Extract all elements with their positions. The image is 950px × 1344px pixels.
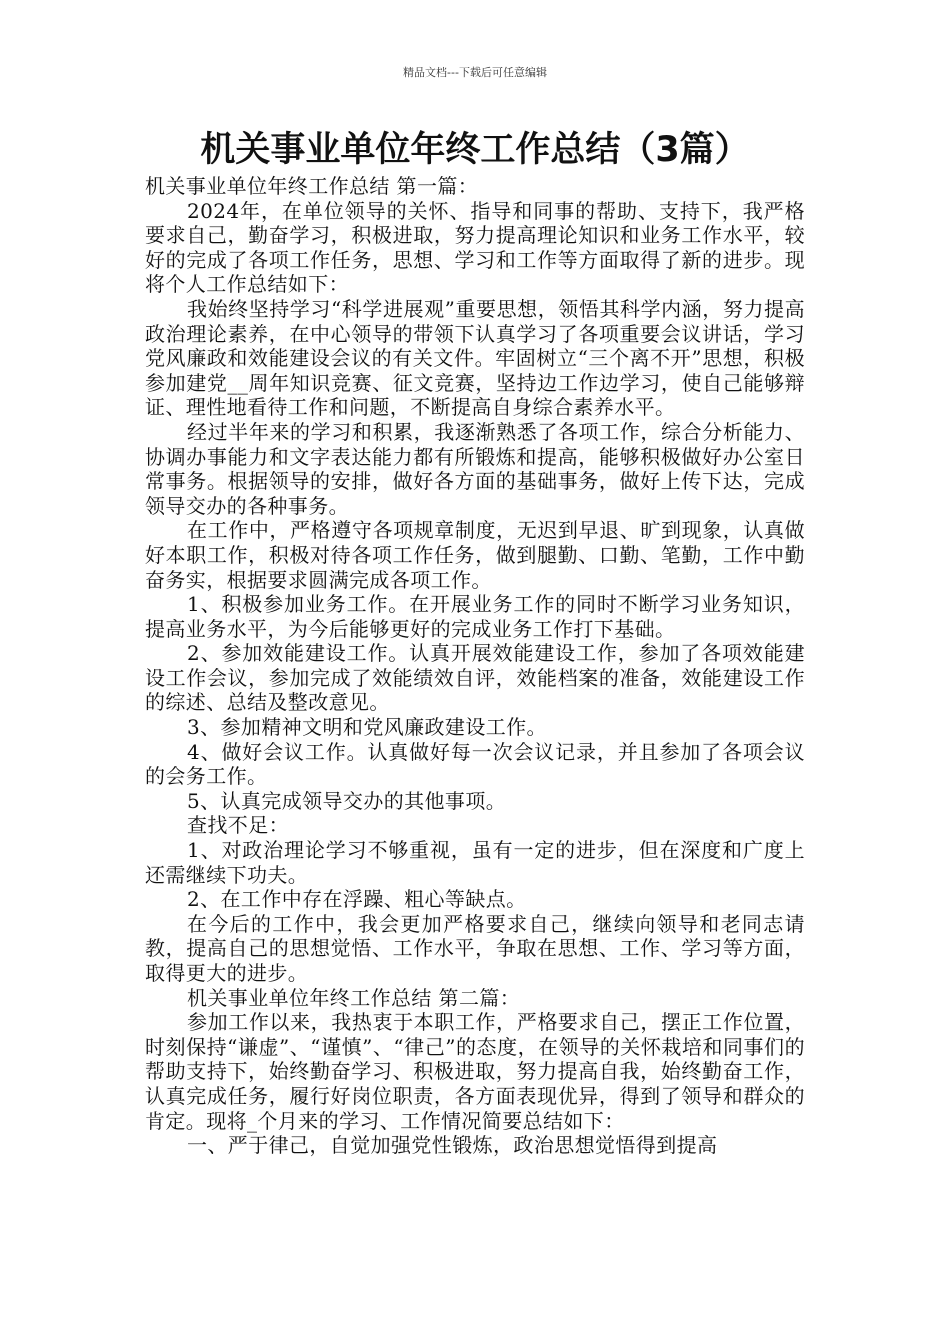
paragraph: 在今后的工作中，我会更加严格要求自己，继续向领导和老同志请教，提高自己的思想觉悟、工作水平，争取在思想、工作、学习等方面，取得更大的进步。 [145, 911, 805, 985]
list-item: 1、对政治理论学习不够重视，虽有一定的进步，但在深度和广度上还需继续下功夫。 [145, 838, 805, 887]
paragraph: 在工作中，严格遵守各项规章制度，无迟到早退、旷到现象，认真做好本职工作，积极对待各项工作任务，做到腿勤、口勤、笔勤，工作中勤奋务实，根据要求圆满完成各项工作。 [145, 518, 805, 592]
document-body [145, 174, 805, 1158]
paragraph: 参加工作以来，我热衷于本职工作，严格要求自己，摆正工作位置，时刻保持“谦虚”、“谨慎”、“律己”的态度，在领导的关怀栽培和同事们的帮助支持下，始终勤奋学习、积极进取，努力提高自我，始终勤奋工作，认真完成任务，履行好岗位职责，各方面表现优异，得到了领导和群众的肯定。现将_个月来的学习、工作情况简要总结如下： [145, 1010, 805, 1133]
list-item: 2、在工作中存在浮躁、粗心等缺点。 [187, 887, 527, 912]
paragraph: 一、严于律己，自觉加强党性锻炼，政治思想觉悟得到提高 [187, 1133, 718, 1158]
list-item: 5、认真完成领导交办的其他事项。 [187, 788, 507, 813]
subsection-label: 查找不足： [187, 813, 289, 838]
paragraph: 我始终坚持学习“科学进展观”重要思想，领悟其科学内涵，努力提高政治理论素养，在中心领导的带领下认真学习了各项重要会议讲话，学习党风廉政和效能建设会议的有关文件。牢固树立“三个离不开”思想，积极参加建党__周年知识竞赛、征文竞赛，坚持边工作边学习，使自己能够辩证、理性地看待工作和问题，不断提高自身综合素养水平。 [145, 296, 805, 420]
list-item: 4、做好会议工作。认真做好每一次会议记录，并且参加了各项会议的会务工作。 [145, 739, 805, 789]
list-item: 1、积极参加业务工作。在开展业务工作的同时不断学习业务知识，提高业务水平，为今后能够更好的完成业务工作打下基础。 [145, 592, 805, 641]
list-item: 2、参加效能建设工作。认真开展效能建设工作，参加了各项效能建设工作会议，参加完成了效能绩效自评，效能档案的准备，效能建设工作的综述、总结及整改意见。 [145, 641, 805, 715]
header-note: 精品文档---下载后可任意编辑 [403, 66, 547, 79]
paragraph: 经过半年来的学习和积累，我逐渐熟悉了各项工作，综合分析能力、协调办事能力和文字表达能力都有所锻炼和提高，能够积极做好办公室日常事务。根据领导的安排，做好各方面的基础事务，做好上传下达，完成领导交办的各种事务。 [145, 419, 805, 518]
section-heading-2: 机关事业单位年终工作总结 第二篇： [187, 985, 521, 1010]
section-heading-1: 机关事业单位年终工作总结 第一篇： [145, 174, 479, 198]
document-title: 机关事业单位年终工作总结（3篇） [200, 130, 750, 170]
list-item: 3、参加精神文明和党风廉政建设工作。 [187, 715, 547, 740]
paragraph: 2024年，在单位领导的关怀、指导和同事的帮助、支持下，我严格要求自己，勤奋学习，积极进取，努力提高理论知识和业务工作水平，较好的完成了各项工作任务，思想、学习和工作等方面取得了新的进步。现将个人工作总结如下： [145, 198, 805, 297]
